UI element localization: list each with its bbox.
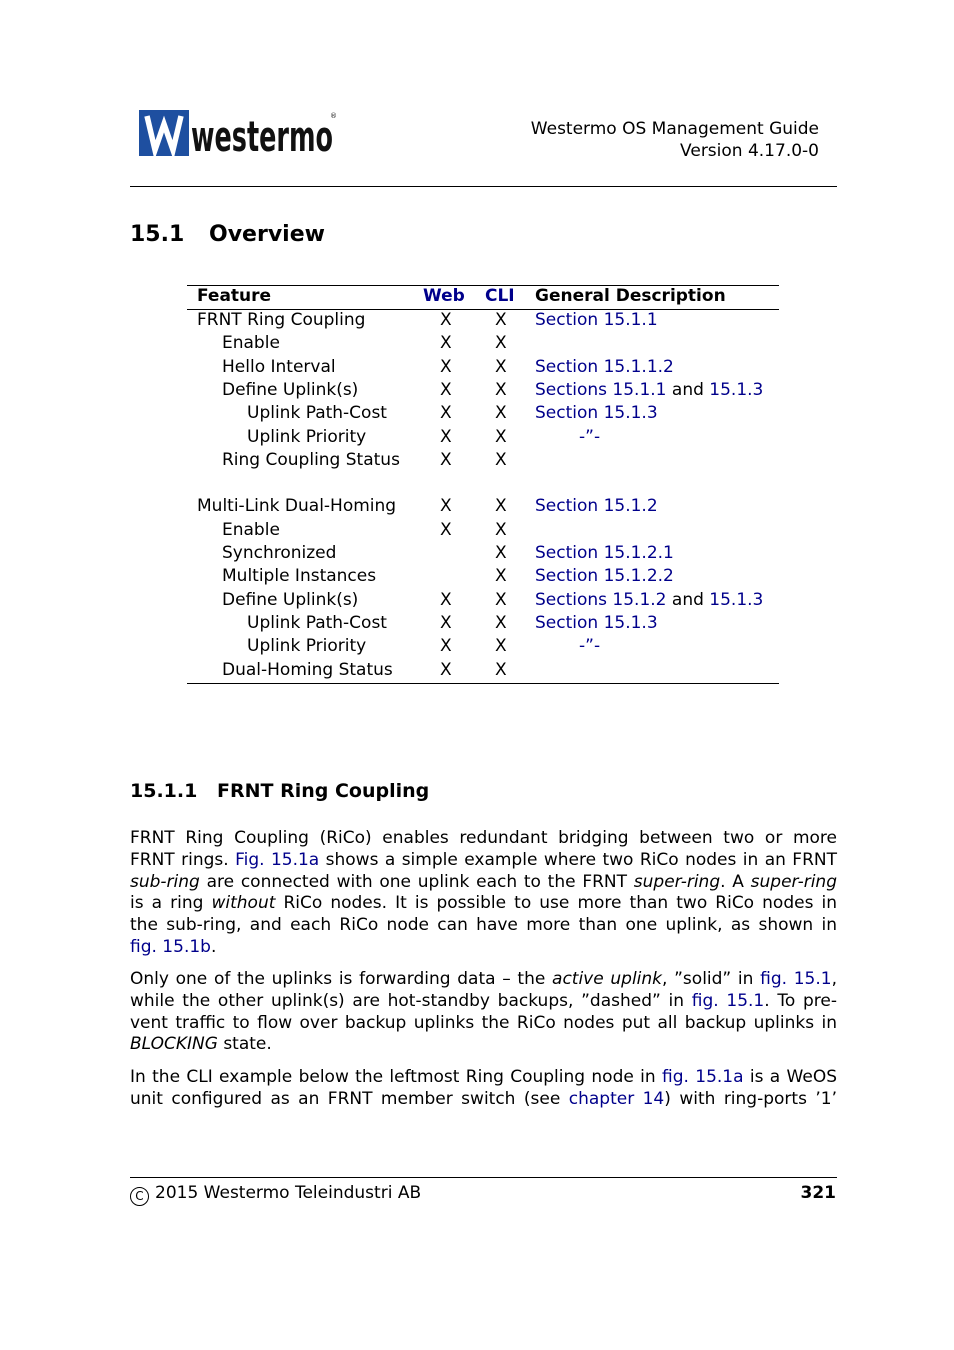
- text-run: FRNT Ring Coupling (RiCo) enables redundant bridging between two or more: [130, 828, 837, 848]
- paragraph: [130, 828, 837, 959]
- feature-cell: Multi-Link Dual-Homing: [197, 496, 397, 517]
- footer-divider: [130, 1177, 837, 1178]
- description-cell: [535, 635, 601, 658]
- header-general-description: General Description: [535, 286, 726, 306]
- logo-wordmark: westermo: [191, 112, 333, 158]
- web-cell: X: [440, 449, 452, 470]
- web-cell: X: [440, 426, 452, 447]
- feature-cell: Uplink Path-Cost: [247, 612, 387, 633]
- section-link[interactable]: Section 15.1.1: [535, 310, 658, 330]
- text-line: [130, 915, 837, 937]
- section-link[interactable]: 15.1.3: [709, 379, 764, 400]
- feature-cell: Multiple Instances: [222, 566, 377, 587]
- text-run: unit configured as an FRNT member switch (see: [130, 1088, 569, 1109]
- section-link[interactable]: Section 15.1.3: [535, 403, 658, 424]
- description-cell: [535, 379, 763, 402]
- emphasized-text: BLOCKING: [130, 1034, 218, 1055]
- registered-mark-icon: ®: [330, 112, 337, 120]
- cli-cell: X: [495, 426, 507, 447]
- web-cell: X: [440, 356, 452, 377]
- emphasized-text: without: [211, 893, 276, 914]
- web-cell: X: [440, 310, 452, 330]
- cli-cell: X: [495, 356, 507, 377]
- section-link[interactable]: -”-: [579, 426, 601, 447]
- table-row: [187, 519, 779, 542]
- text-line: [130, 937, 837, 959]
- text-line: [130, 1089, 837, 1111]
- description-cell: [535, 426, 601, 449]
- section-number: 15.1: [130, 222, 185, 247]
- feature-cell: Ring Coupling Status: [222, 449, 400, 470]
- table-row: [187, 472, 779, 495]
- description-cell: [535, 402, 658, 425]
- figure-link[interactable]: Fig. 15.1a: [235, 849, 320, 870]
- description-text: and: [666, 379, 710, 400]
- figure-link[interactable]: fig. 15.1b: [130, 936, 211, 957]
- text-run: In the CLI example below the leftmost Ring Coupling node in: [130, 1067, 663, 1087]
- figure-link[interactable]: fig. 15.1: [760, 969, 832, 989]
- feature-cell: Uplink Priority: [247, 426, 367, 447]
- text-run: ) with ring-ports ’1’: [664, 1088, 837, 1109]
- table-row: [187, 379, 779, 402]
- web-cell: X: [440, 379, 452, 400]
- text-run: shows a simple example where two RiCo nodes in an FRNT: [319, 849, 837, 870]
- text-run: . A: [720, 871, 751, 892]
- paragraph: [130, 969, 837, 1056]
- document-title: Westermo OS Management Guide: [530, 119, 819, 139]
- text-run: state.: [217, 1034, 272, 1055]
- feature-cell: Enable: [222, 519, 280, 540]
- text-line: [130, 1067, 837, 1089]
- text-run: .: [210, 936, 217, 957]
- text-line: [130, 969, 837, 991]
- section-link[interactable]: 15.1.3: [709, 589, 764, 610]
- section-link[interactable]: Section 15.1.3: [535, 612, 658, 633]
- description-cell: [535, 542, 674, 565]
- cli-cell: X: [495, 449, 507, 470]
- feature-cell: Uplink Path-Cost: [247, 403, 387, 424]
- table-row: [187, 659, 779, 682]
- section-link[interactable]: -”-: [579, 636, 601, 657]
- header-web[interactable]: Web: [423, 286, 465, 306]
- text-run: Only one of the uplinks is forwarding data – the: [130, 969, 553, 989]
- section-link[interactable]: Section 15.1.1.2: [535, 356, 674, 377]
- feature-cell: Hello Interval: [222, 356, 336, 377]
- westermo-logo: [139, 110, 339, 158]
- text-run: are connected with one uplink each to the FRNT: [199, 871, 634, 892]
- cli-cell: X: [495, 566, 507, 587]
- copyright-icon: C: [130, 1187, 149, 1206]
- text-line: [130, 991, 837, 1013]
- cli-cell: X: [495, 636, 507, 657]
- table-row: [187, 565, 779, 588]
- header-feature: Feature: [197, 286, 272, 306]
- cli-cell: X: [495, 543, 507, 563]
- web-cell: X: [440, 519, 452, 540]
- figure-link[interactable]: chapter 14: [568, 1088, 665, 1109]
- feature-cell: Uplink Priority: [247, 636, 367, 657]
- section-title: Overview: [209, 222, 325, 247]
- table-row: [187, 612, 779, 635]
- feature-cell: Define Uplink(s): [222, 379, 359, 400]
- web-cell: X: [440, 403, 452, 424]
- web-cell: X: [440, 589, 452, 610]
- feature-cell: Dual-Homing Status: [222, 659, 393, 680]
- web-cell: X: [440, 636, 452, 657]
- text-line: [130, 893, 837, 915]
- web-cell: X: [440, 612, 452, 633]
- text-line: [130, 1034, 837, 1056]
- feature-cell: Define Uplink(s): [222, 589, 359, 610]
- description-cell: [535, 309, 658, 332]
- text-line: [130, 828, 837, 850]
- web-cell: X: [440, 496, 452, 517]
- document-version: Version 4.17.0-0: [680, 141, 819, 161]
- text-run: . To pre-: [764, 990, 837, 1011]
- emphasized-text: super-ring: [633, 871, 721, 892]
- copyright-text: 2015 Westermo Teleindustri AB: [155, 1183, 422, 1203]
- section-link[interactable]: Sections 15.1.1: [535, 379, 667, 400]
- cli-cell: X: [495, 403, 507, 424]
- text-line: [130, 1013, 837, 1035]
- description-cell: [535, 356, 674, 379]
- table-row: [187, 426, 779, 449]
- text-line: [130, 872, 837, 894]
- feature-cell: Enable: [222, 333, 280, 354]
- emphasized-text: active uplink: [552, 969, 663, 989]
- feature-cell: FRNT Ring Coupling: [197, 310, 366, 330]
- table-row: [187, 635, 779, 658]
- header-divider: [130, 186, 837, 187]
- section-link[interactable]: Sections 15.1.2: [535, 589, 667, 610]
- text-run: RiCo nodes. It is possible to use more than two RiCo nodes in: [275, 893, 837, 914]
- description-cell: [535, 612, 658, 635]
- table-row: [187, 495, 779, 518]
- cli-cell: X: [495, 589, 507, 610]
- web-cell: X: [440, 333, 452, 354]
- description-cell: [535, 565, 674, 588]
- section-link[interactable]: Section 15.1.2: [535, 496, 658, 517]
- paragraph: [130, 1067, 837, 1111]
- header-cli[interactable]: CLI: [485, 286, 515, 306]
- text-run: the sub-ring, and each RiCo node can have more than one uplink, as shown in: [130, 915, 837, 936]
- description-cell: [535, 495, 658, 518]
- subsection-number: 15.1.1: [130, 780, 198, 802]
- text-run: is a WeOS: [743, 1067, 837, 1087]
- table-row: [187, 449, 779, 472]
- footer-copyright: [130, 1182, 421, 1206]
- table-bottom-rule: [187, 683, 779, 684]
- cli-cell: X: [495, 612, 507, 633]
- feature-cell: Synchronized: [222, 543, 337, 563]
- cli-cell: X: [495, 519, 507, 540]
- text-line: [130, 850, 837, 872]
- description-cell: [535, 589, 763, 612]
- cli-cell: X: [495, 333, 507, 354]
- table-row: [187, 309, 779, 332]
- text-run: ,: [831, 969, 837, 989]
- table-row: [187, 589, 779, 612]
- cli-cell: X: [495, 310, 507, 330]
- page-number: 321: [800, 1183, 836, 1203]
- subsection-title: FRNT Ring Coupling: [217, 780, 430, 802]
- figure-link[interactable]: fig. 15.1a: [662, 1067, 744, 1087]
- cli-cell: X: [495, 496, 507, 517]
- cli-cell: X: [495, 379, 507, 400]
- emphasized-text: sub-ring: [130, 871, 200, 892]
- table-row: [187, 542, 779, 565]
- description-text: and: [666, 589, 710, 610]
- text-run: while the other uplink(s) are hot-standby backups, ”dashed” in: [130, 990, 692, 1011]
- table-row: [187, 356, 779, 379]
- figure-link[interactable]: fig. 15.1: [691, 990, 765, 1011]
- section-link[interactable]: Section 15.1.2.2: [535, 566, 674, 587]
- cli-cell: X: [495, 659, 507, 680]
- emphasized-text: super-ring: [750, 871, 837, 892]
- text-run: FRNT rings.: [130, 849, 236, 870]
- section-link[interactable]: Section 15.1.2.1: [535, 543, 674, 563]
- table-row: [187, 402, 779, 425]
- text-run: , ”solid” in: [662, 969, 761, 989]
- text-run: is a ring: [130, 893, 212, 914]
- text-run: vent traffic to flow over backup uplinks the RiCo nodes put all backup uplinks in: [130, 1012, 837, 1033]
- table-row: [187, 332, 779, 355]
- web-cell: X: [440, 659, 452, 680]
